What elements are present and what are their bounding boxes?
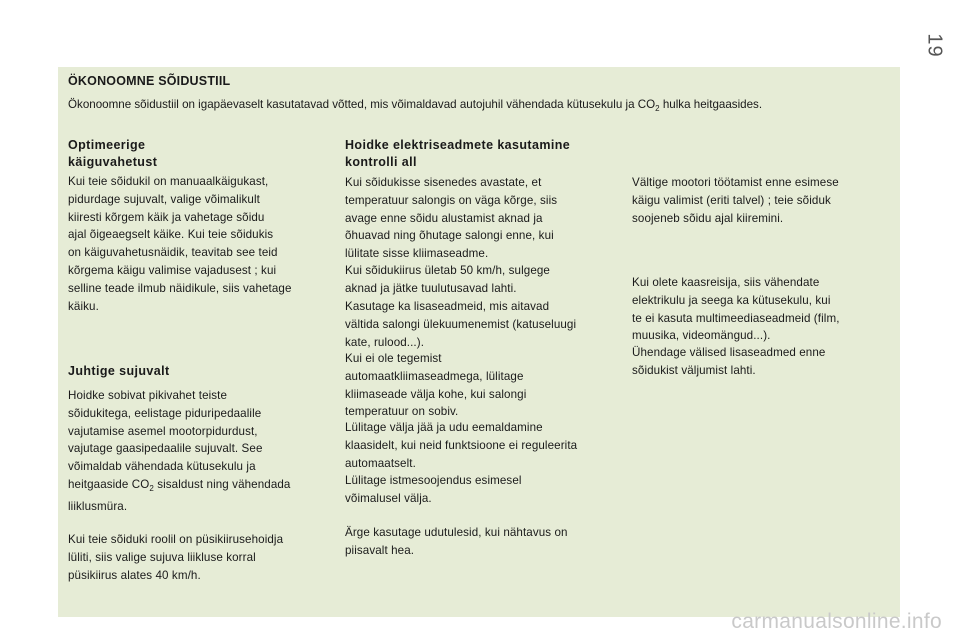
- text-disconnect-accessories: Ühendage välised lisaseadmed enne sõidukist väljumist lahti.: [632, 346, 826, 377]
- heading-electrical-devices: Hoidke elektriseadmete kasutamine kontrolli all: [345, 138, 571, 169]
- text-cruise-control: Kui teie sõiduki roolil on püsikiirusehoidja lüliti, siis valige sujuva liikluse korral püsikiirus alates 40 km/h.: [68, 533, 284, 582]
- intro-text-main: Ökonoomne sõidustiil on igapäevaselt kasutatavad võtted, mis võimaldavad autojuhil vähendada kütusekulu ja CO: [68, 98, 656, 111]
- intro-co2-subscript: 2: [655, 104, 660, 113]
- intro-text: [68, 98, 762, 113]
- page-number: 19: [923, 33, 946, 58]
- text-fog-lights: Ärge kasutage udutulesid, kui nähtavus on piisavalt hea.: [345, 526, 568, 557]
- text-engine-warmup: Vältige mootori töötamist enne esimese käigu valimist (eriti talvel) ; teie sõiduk soojeneb sõidu ajal kiiremini.: [632, 176, 839, 225]
- heading-gear-shifting: Optimeerige käiguvahetust: [68, 138, 158, 169]
- section-title: ÖKONOOMNE SÕIDUSTIIL: [68, 74, 231, 88]
- heading-drive-smoothly: Juhtige sujuvalt: [68, 364, 170, 378]
- text-drive-smoothly: [68, 387, 338, 516]
- watermark: carmanualsonline.info: [731, 610, 942, 633]
- text-electrical-p4: Kui ei ole tegemist automaatkliimaseadmega, lülitage kliimaseade välja kohe, kui salongi temperatuur on sobiv.: [345, 352, 527, 419]
- text-gear-shifting: Kui teie sõidukil on manuaalkäigukast, pidurdage sujuvalt, valige võimalikult kiiresti kõrgem käik ja vahetage sõidu ajal õigeaegselt käike. Kui teie sõidukis on käiguvahetusnäidik, teavitab see teid kõrgema käigu valimise vajadusest ; kui selline teade ilmub näidikule, siis vahetage käiku.: [68, 175, 292, 313]
- text-electrical-p5: Lülitage välja jää ja udu eemaldamine klaasidelt, kui neid funktsioone ei reguleerita automaatselt.: [345, 421, 578, 470]
- text-drive-smoothly-main: Hoidke sobivat pikivahet teiste sõidukitega, eelistage piduripedaalile vajutamise asemel mootorpidurdust, vajutage gaasipedaalile sujuvalt. See võimaldab vähendada kütusekulu ja heitgaaside CO: [68, 389, 263, 491]
- intro-text-end: hulka heitgaasides.: [659, 98, 763, 111]
- text-electrical-p1: Kui sõidukisse sisenedes avastate, et temperatuur salongis on väga kõrge, siis avage enne sõidu alustamist aknad ja õhuavad ning õhutage salongi enne, kui lülitate sisse kliimaseadme.: [345, 176, 558, 261]
- text-electrical-p6: Lülitage istmesoojendus esimesel võimalusel välja.: [345, 474, 522, 505]
- co2-subscript: 2: [149, 483, 154, 493]
- text-electrical-p3: Kasutage ka lisaseadmeid, mis aitavad vältida salongi ülekuumenemist (katuseluugi kate, rulood...).: [345, 300, 577, 349]
- text-drive-smoothly-end: sisaldust ning vähendada liiklusmüra.: [68, 477, 291, 513]
- text-passenger-electric: Kui olete kaasreisija, siis vähendate elektrikulu ja seega ka kütusekulu, kui te ei kasuta multimeediaseadmeid (film, muusika, videomängud...).: [632, 276, 840, 343]
- text-electrical-p2: Kui sõidukiirus ületab 50 km/h, sulgege aknad ja jätke tuulutusavad lahti.: [345, 264, 550, 295]
